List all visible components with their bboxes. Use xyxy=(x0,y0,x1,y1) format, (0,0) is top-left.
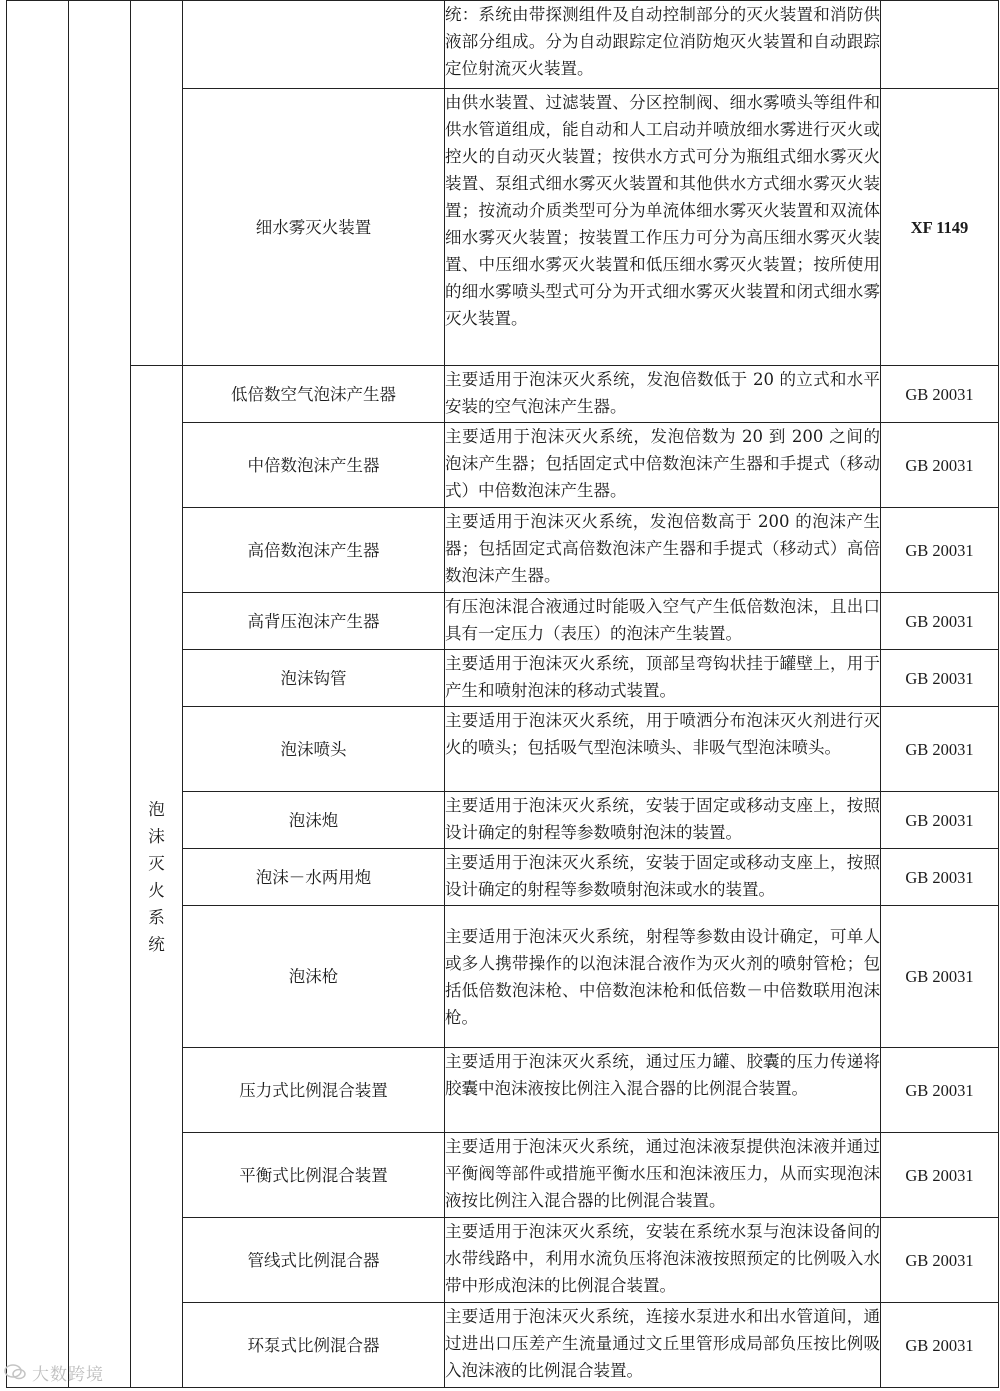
category-cell-level1 xyxy=(7,1,69,1388)
product-name: 平衡式比例混合装置 xyxy=(183,1133,445,1218)
product-standards-table xyxy=(6,0,999,1388)
product-name: 环泵式比例混合器 xyxy=(183,1303,445,1388)
product-description: 主要适用于泡沫灭火系统，用于喷洒分布泡沫灭火剂进行灭火的喷头；包括吸气型泡沫喷头、非吸气型泡沫喷头。 xyxy=(445,707,881,792)
foam-system-category xyxy=(131,366,183,1388)
product-description: 主要适用于泡沫灭火系统，安装在系统水泵与泡沫设备间的水带线路中，利用水流负压将泡沫液按照预定的比例吸入水带中形成泡沫的比例混合装置。 xyxy=(445,1218,881,1303)
product-name: 泡沫枪 xyxy=(183,906,445,1048)
standard-code: GB 20031 xyxy=(881,508,999,593)
product-name: 中倍数泡沫产生器 xyxy=(183,423,445,508)
standard-code xyxy=(881,1,999,89)
product-description: 统：系统由带探测组件及自动控制部分的灭火装置和消防供液部分组成。分为自动跟踪定位消防炮灭火装置和自动跟踪定位射流灭火装置。 xyxy=(445,1,881,89)
standard-code: GB 20031 xyxy=(881,423,999,508)
product-description: 主要适用于泡沫灭火系统，通过泡沫液泵提供泡沫液并通过平衡阀等部件或措施平衡水压和泡沫液压力，从而实现泡沫液按比例注入混合器的比例混合装置。 xyxy=(445,1133,881,1218)
product-description: 主要适用于泡沫灭火系统，安装于固定或移动支座上，按照设计确定的射程等参数喷射泡沫的装置。 xyxy=(445,792,881,849)
product-name: 管线式比例混合器 xyxy=(183,1218,445,1303)
standard-code: XF 1149 xyxy=(881,89,999,366)
standard-code: GB 20031 xyxy=(881,707,999,792)
standard-code: GB 20031 xyxy=(881,366,999,423)
standard-code: GB 20031 xyxy=(881,906,999,1048)
product-description: 有压泡沫混合液通过时能吸入空气产生低倍数泡沫，且出口具有一定压力（表压）的泡沫产生装置。 xyxy=(445,593,881,650)
watermark xyxy=(4,1358,104,1386)
product-name: 压力式比例混合装置 xyxy=(183,1048,445,1133)
product-description: 主要适用于泡沫灭火系统，发泡倍数低于 20 的立式和水平安装的空气泡沫产生器。 xyxy=(445,366,881,423)
product-name: 高倍数泡沫产生器 xyxy=(183,508,445,593)
product-description: 主要适用于泡沫灭火系统，发泡倍数高于 200 的泡沫产生器；包括固定式高倍数泡沫产生器和手提式（移动式）高倍数泡沫产生器。 xyxy=(445,508,881,593)
product-name: 泡沫钩管 xyxy=(183,650,445,707)
standard-code: GB 20031 xyxy=(881,849,999,906)
product-name: 泡沫－水两用炮 xyxy=(183,849,445,906)
product-name: 细水雾灭火装置 xyxy=(183,89,445,366)
product-description: 主要适用于泡沫灭火系统，通过压力罐、胶囊的压力传递将胶囊中泡沫液按比例注入混合器的比例混合装置。 xyxy=(445,1048,881,1133)
product-description: 主要适用于泡沫灭火系统，发泡倍数为 20 到 200 之间的泡沫产生器；包括固定式中倍数泡沫产生器和手提式（移动式）中倍数泡沫产生器。 xyxy=(445,423,881,508)
category-cell-level3 xyxy=(131,1,183,366)
standard-code: GB 20031 xyxy=(881,1218,999,1303)
table-row xyxy=(7,366,999,423)
standard-code: GB 20031 xyxy=(881,1133,999,1218)
standard-code: GB 20031 xyxy=(881,650,999,707)
standard-code: GB 20031 xyxy=(881,1303,999,1388)
table-row xyxy=(7,1,999,89)
product-description: 由供水装置、过滤装置、分区控制阀、细水雾喷头等组件和供水管道组成，能自动和人工启动并喷放细水雾进行灭火或控火的自动灭火装置；按供水方式可分为瓶组式细水雾灭火装置、泵组式细水雾灭火装置和其他供水方式细水雾灭火装置；按流动介质类型可分为单流体细水雾灭火装置和双流体细水雾灭火装置；按装置工作压力可分为高压细水雾灭火装置、中压细水雾灭火装置和低压细水雾灭火装置；按所使用的细水雾喷头型式可分为开式细水雾灭火装置和闭式细水雾灭火装置。 xyxy=(445,89,881,366)
product-name: 泡沫炮 xyxy=(183,792,445,849)
chat-bubble-icon xyxy=(4,1363,26,1381)
product-name: 高背压泡沫产生器 xyxy=(183,593,445,650)
product-description: 主要适用于泡沫灭火系统，连接水泵进水和出水管道间，通过进出口压差产生流量通过文丘里管形成局部负压按比例吸入泡沫液的比例混合装置。 xyxy=(445,1303,881,1388)
standard-code: GB 20031 xyxy=(881,1048,999,1133)
product-name: 泡沫喷头 xyxy=(183,707,445,792)
category-label: 泡沫灭火系统 xyxy=(148,799,165,954)
product-name xyxy=(183,1,445,89)
product-description: 主要适用于泡沫灭火系统，射程等参数由设计确定，可单人或多人携带操作的以泡沫混合液作为灭火剂的喷射管枪；包括低倍数泡沫枪、中倍数泡沫枪和低倍数－中倍数联用泡沫枪。 xyxy=(445,906,881,1048)
category-cell-level2 xyxy=(69,1,131,1388)
product-name: 低倍数空气泡沫产生器 xyxy=(183,366,445,423)
standard-code: GB 20031 xyxy=(881,593,999,650)
watermark-text: 大数跨境 xyxy=(32,1364,104,1385)
standard-code: GB 20031 xyxy=(881,792,999,849)
product-description: 主要适用于泡沫灭火系统，顶部呈弯钩状挂于罐壁上，用于产生和喷射泡沫的移动式装置。 xyxy=(445,650,881,707)
product-description: 主要适用于泡沫灭火系统，安装于固定或移动支座上，按照设计确定的射程等参数喷射泡沫或水的装置。 xyxy=(445,849,881,906)
